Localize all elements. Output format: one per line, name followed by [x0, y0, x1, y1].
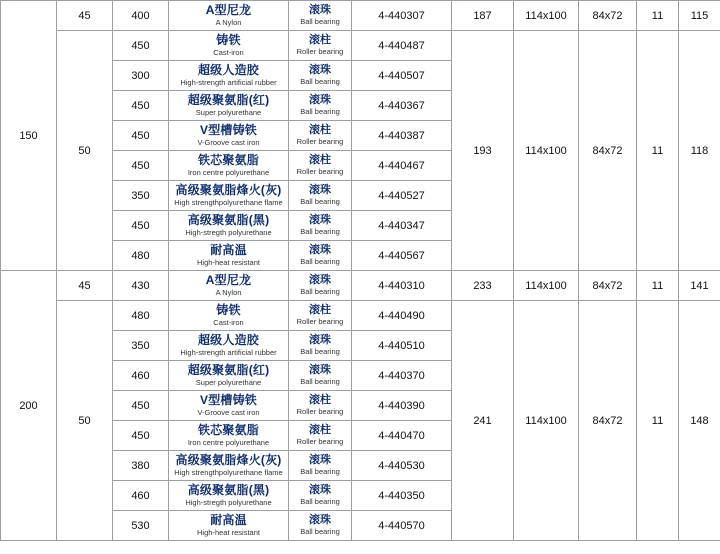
cell-code: 4-440527 — [352, 181, 452, 211]
cell-width: 45 — [57, 1, 113, 31]
material-en: Cast-iron — [213, 317, 244, 327]
cell-material — [169, 91, 289, 121]
cell-weight: 233 — [452, 271, 514, 301]
cell-material — [169, 301, 289, 331]
cell-material — [169, 391, 289, 421]
cell-load: 450 — [113, 31, 169, 61]
bearing-en: Ball bearing — [300, 287, 340, 296]
cell-code: 4-440390 — [352, 391, 452, 421]
cell-code: 4-440367 — [352, 91, 452, 121]
material-en: High-heat resistant — [197, 257, 260, 267]
bearing-en: Ball bearing — [300, 197, 340, 206]
cell-plate-size: 114x100 — [514, 271, 579, 301]
bearing-en: Ball bearing — [300, 467, 340, 476]
cell-load: 460 — [113, 361, 169, 391]
cell-bearing — [289, 511, 352, 541]
material-cn: 耐高温 — [210, 513, 247, 528]
bearing-cn: 滚柱 — [309, 424, 331, 437]
cell-size: 200 — [1, 271, 57, 541]
material-cn: 耐高温 — [210, 243, 247, 258]
bearing-cn: 滚珠 — [309, 244, 331, 257]
cell-code: 4-440567 — [352, 241, 452, 271]
table-row — [1, 1, 720, 31]
bearing-cn: 滚柱 — [309, 304, 331, 317]
material-en: V-Groove cast iron — [197, 137, 260, 147]
bearing-cn: 滚柱 — [309, 154, 331, 167]
cell-code: 4-440510 — [352, 331, 452, 361]
cell-code: 4-440487 — [352, 31, 452, 61]
cell-load: 480 — [113, 301, 169, 331]
material-cn: 铸铁 — [216, 303, 241, 318]
cell-material — [169, 211, 289, 241]
material-en: High-strength artificial rubber — [180, 77, 277, 87]
cell-material — [169, 271, 289, 301]
material-en: High-strength artificial rubber — [180, 347, 277, 357]
cell-bearing — [289, 211, 352, 241]
cell-hole-size: 11 — [637, 31, 679, 271]
bearing-en: Roller bearing — [296, 317, 344, 326]
cell-code: 4-440570 — [352, 511, 452, 541]
cell-load: 450 — [113, 121, 169, 151]
bearing-en: Ball bearing — [300, 107, 340, 116]
bearing-en: Ball bearing — [300, 497, 340, 506]
material-en: High strengthpolyurethane flame — [174, 467, 283, 477]
material-cn: V型槽铸铁 — [199, 123, 257, 138]
material-en: High-stregth polyurethane — [185, 227, 272, 237]
material-en: Super polyurethane — [195, 377, 262, 387]
material-en: V-Groove cast iron — [197, 407, 260, 417]
cell-bearing — [289, 1, 352, 31]
cell-material — [169, 361, 289, 391]
cell-bearing — [289, 271, 352, 301]
cell-code: 4-440530 — [352, 451, 452, 481]
cell-weight: 193 — [452, 31, 514, 271]
cell-load: 480 — [113, 241, 169, 271]
cell-material — [169, 331, 289, 361]
cell-load: 430 — [113, 271, 169, 301]
table-row — [1, 301, 720, 331]
material-cn: 铁芯聚氨脂 — [197, 423, 259, 438]
material-cn: V型槽铸铁 — [199, 393, 257, 408]
material-cn: A型尼龙 — [205, 273, 252, 288]
cell-load: 350 — [113, 181, 169, 211]
cell-load: 400 — [113, 1, 169, 31]
bearing-en: Roller bearing — [296, 167, 344, 176]
cell-width: 45 — [57, 271, 113, 301]
cell-height: 141 — [679, 271, 720, 301]
cell-load: 450 — [113, 391, 169, 421]
cell-material — [169, 61, 289, 91]
bearing-cn: 滚珠 — [309, 274, 331, 287]
cell-code: 4-440387 — [352, 121, 452, 151]
cell-code: 4-440347 — [352, 211, 452, 241]
cell-code: 4-440490 — [352, 301, 452, 331]
cell-bearing — [289, 121, 352, 151]
cell-bearing — [289, 451, 352, 481]
cell-load: 350 — [113, 331, 169, 361]
cell-height: 148 — [679, 301, 720, 541]
table-row — [1, 31, 720, 61]
cell-plate-size: 114x100 — [514, 1, 579, 31]
bearing-cn: 滚珠 — [309, 184, 331, 197]
material-cn: 超级人造胶 — [197, 333, 259, 348]
cell-hole-size: 11 — [637, 1, 679, 31]
bearing-cn: 滚珠 — [309, 94, 331, 107]
material-cn: 超级聚氨脂(红) — [187, 93, 270, 108]
cell-bolt-spacing: 84x72 — [579, 301, 637, 541]
bearing-en: Ball bearing — [300, 227, 340, 236]
cell-bearing — [289, 301, 352, 331]
cell-load: 450 — [113, 151, 169, 181]
material-en: A Nylon — [215, 17, 242, 27]
cell-load: 530 — [113, 511, 169, 541]
cell-load: 450 — [113, 211, 169, 241]
material-en: Super polyurethane — [195, 107, 262, 117]
cell-load: 460 — [113, 481, 169, 511]
bearing-cn: 滚珠 — [309, 4, 331, 17]
cell-bearing — [289, 61, 352, 91]
material-cn: 高级聚氨脂(黑) — [187, 213, 270, 228]
cell-load: 450 — [113, 421, 169, 451]
cell-material — [169, 181, 289, 211]
cell-material — [169, 451, 289, 481]
material-cn: 铸铁 — [216, 33, 241, 48]
cell-material — [169, 151, 289, 181]
bearing-cn: 滚珠 — [309, 514, 331, 527]
bearing-en: Ball bearing — [300, 527, 340, 536]
material-cn: 高级聚氨脂(黑) — [187, 483, 270, 498]
cell-bolt-spacing: 84x72 — [579, 1, 637, 31]
material-en: High-stregth polyurethane — [185, 497, 272, 507]
cell-code: 4-440310 — [352, 271, 452, 301]
bearing-cn: 滚珠 — [309, 214, 331, 227]
material-cn: A型尼龙 — [205, 3, 252, 18]
bearing-cn: 滚珠 — [309, 484, 331, 497]
cell-bearing — [289, 31, 352, 61]
bearing-en: Roller bearing — [296, 137, 344, 146]
cell-material — [169, 421, 289, 451]
cell-load: 450 — [113, 91, 169, 121]
cell-material — [169, 121, 289, 151]
material-cn: 高级聚氨脂烽火(灰) — [175, 453, 282, 468]
bearing-cn: 滚柱 — [309, 34, 331, 47]
bearing-en: Ball bearing — [300, 17, 340, 26]
material-en: Cast-iron — [213, 47, 244, 57]
bearing-cn: 滚珠 — [309, 454, 331, 467]
material-en: Iron centre polyurethane — [187, 167, 270, 177]
cell-code: 4-440470 — [352, 421, 452, 451]
material-cn: 铁芯聚氨脂 — [197, 153, 259, 168]
cell-bearing — [289, 361, 352, 391]
cell-bolt-spacing: 84x72 — [579, 271, 637, 301]
cell-bearing — [289, 181, 352, 211]
cell-bearing — [289, 241, 352, 271]
table-row — [1, 271, 720, 301]
cell-weight: 187 — [452, 1, 514, 31]
cell-size: 150 — [1, 1, 57, 271]
cell-material — [169, 511, 289, 541]
material-cn: 超级聚氨脂(红) — [187, 363, 270, 378]
bearing-en: Ball bearing — [300, 347, 340, 356]
bearing-en: Ball bearing — [300, 377, 340, 386]
cell-width: 50 — [57, 31, 113, 271]
cell-hole-size: 11 — [637, 271, 679, 301]
cell-plate-size: 114x100 — [514, 31, 579, 271]
cell-code: 4-440370 — [352, 361, 452, 391]
cell-material — [169, 241, 289, 271]
bearing-cn: 滚柱 — [309, 394, 331, 407]
cell-code: 4-440507 — [352, 61, 452, 91]
cell-code: 4-440350 — [352, 481, 452, 511]
bearing-en: Roller bearing — [296, 407, 344, 416]
cell-plate-size: 114x100 — [514, 301, 579, 541]
cell-code: 4-440307 — [352, 1, 452, 31]
cell-bearing — [289, 481, 352, 511]
bearing-en: Roller bearing — [296, 47, 344, 56]
cell-height: 115 — [679, 1, 720, 31]
material-cn: 高级聚氨脂烽火(灰) — [175, 183, 282, 198]
cell-material — [169, 31, 289, 61]
cell-bearing — [289, 331, 352, 361]
cell-load: 300 — [113, 61, 169, 91]
bearing-cn: 滚珠 — [309, 364, 331, 377]
bearing-cn: 滚珠 — [309, 334, 331, 347]
cell-bearing — [289, 421, 352, 451]
cell-bearing — [289, 391, 352, 421]
material-en: High strengthpolyurethane flame — [174, 197, 283, 207]
material-en: A Nylon — [215, 287, 242, 297]
cell-material — [169, 481, 289, 511]
material-cn: 超级人造胶 — [197, 63, 259, 78]
bearing-cn: 滚柱 — [309, 124, 331, 137]
cell-material — [169, 1, 289, 31]
cell-weight: 241 — [452, 301, 514, 541]
cell-bearing — [289, 91, 352, 121]
cell-hole-size: 11 — [637, 301, 679, 541]
cell-height: 118 — [679, 31, 720, 271]
cell-bolt-spacing: 84x72 — [579, 31, 637, 271]
bearing-en: Ball bearing — [300, 77, 340, 86]
material-en: Iron centre polyurethane — [187, 437, 270, 447]
cell-load: 380 — [113, 451, 169, 481]
bearing-en: Ball bearing — [300, 257, 340, 266]
bearing-cn: 滚珠 — [309, 64, 331, 77]
cell-code: 4-440467 — [352, 151, 452, 181]
bearing-en: Roller bearing — [296, 437, 344, 446]
material-en: High-heat resistant — [197, 527, 260, 537]
cell-width: 50 — [57, 301, 113, 541]
cell-bearing — [289, 151, 352, 181]
